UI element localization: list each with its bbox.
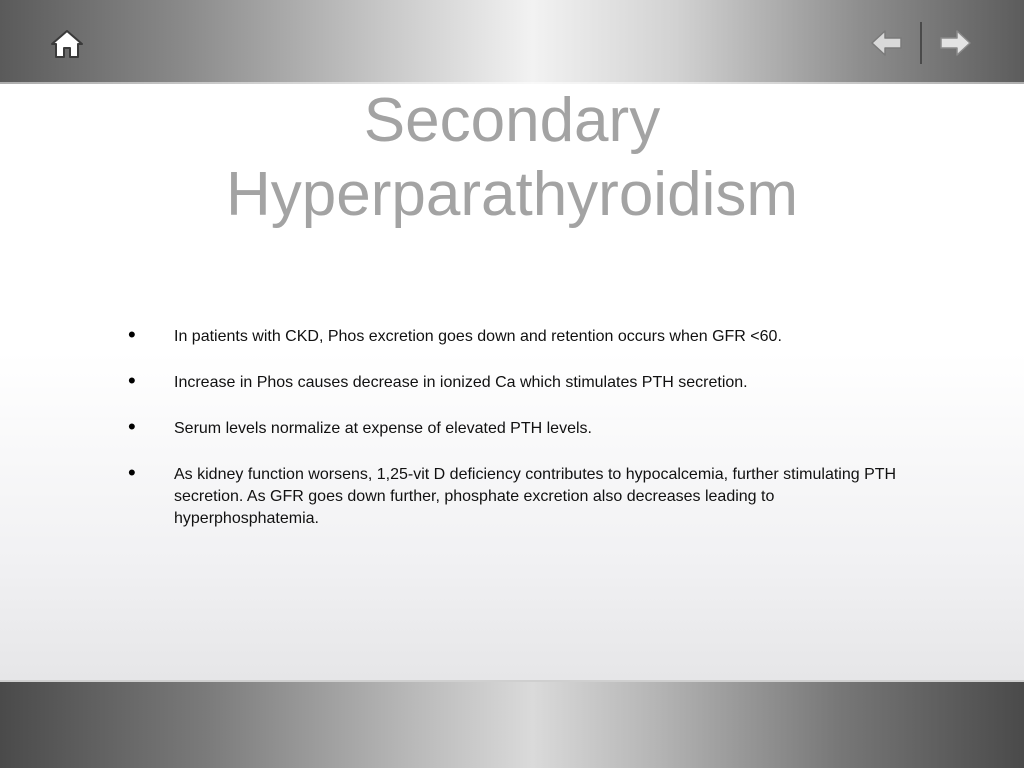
bullet-marker: • bbox=[128, 322, 136, 347]
bullet-marker: • bbox=[128, 460, 136, 485]
bullet-item bbox=[126, 460, 916, 530]
bullet-list bbox=[126, 322, 916, 554]
arrow-right-icon bbox=[938, 28, 972, 58]
slide-content bbox=[0, 84, 1024, 680]
top-toolbar bbox=[0, 0, 1024, 84]
bullet-item bbox=[126, 322, 916, 348]
bullet-item bbox=[126, 368, 916, 394]
bullet-marker: • bbox=[128, 414, 136, 439]
slide-title-line-1: Secondary bbox=[363, 86, 661, 155]
bullet-text: As kidney function worsens, 1,25-vit D deficiency contributes to hypocalcemia, further stimulating PTH secretion. As GFR goes down further, phosphate excretion also decreases leading to hyperphosphatemia. bbox=[174, 466, 897, 527]
bullet-item bbox=[126, 414, 916, 440]
bullet-text: Increase in Phos causes decrease in ionized Ca which stimulates PTH secretion. bbox=[174, 374, 748, 391]
bullet-text: Serum levels normalize at expense of elevated PTH levels. bbox=[174, 420, 592, 437]
nav-divider bbox=[920, 22, 922, 64]
bottom-bar bbox=[0, 680, 1024, 768]
bullet-marker: • bbox=[128, 368, 136, 393]
home-button[interactable] bbox=[50, 28, 84, 60]
arrow-left-icon bbox=[870, 28, 904, 58]
previous-slide-button[interactable] bbox=[870, 28, 904, 58]
slide-navigation bbox=[866, 22, 976, 64]
home-icon bbox=[50, 28, 84, 60]
next-slide-button[interactable] bbox=[938, 28, 972, 58]
slide-title-line-2: Hyperparathyroidism bbox=[226, 160, 798, 229]
slide-title bbox=[112, 84, 912, 232]
bullet-text: In patients with CKD, Phos excretion goes down and retention occurs when GFR <60. bbox=[174, 328, 782, 345]
